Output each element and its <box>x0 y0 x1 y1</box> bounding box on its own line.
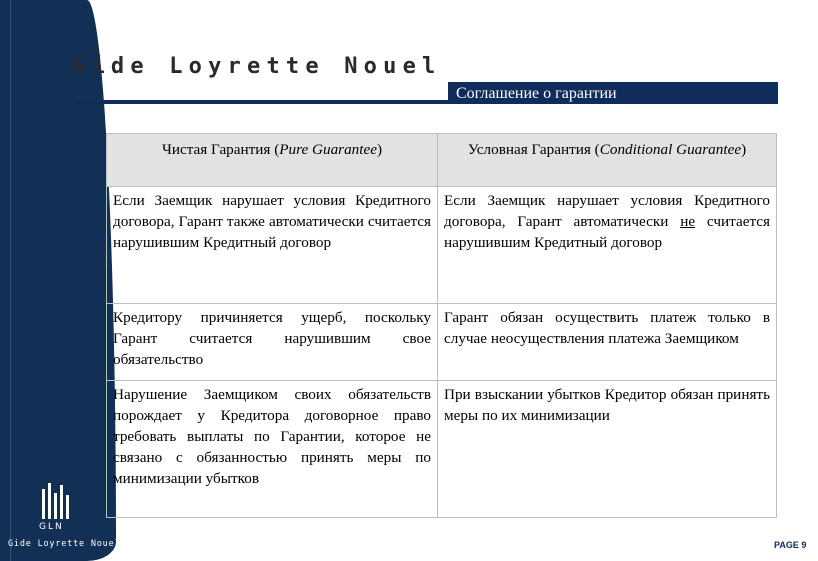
logo-full-text: Gide Loyrette Nouel <box>8 539 121 549</box>
left-band <box>0 0 121 561</box>
brand-name: Gide Loyrette Nouel <box>72 54 442 79</box>
table-cell: Гарант обязан осуществить платеж только в случае неосуществления платежа Заемщиком <box>438 304 777 381</box>
column-header-pure: Чистая Гарантия (Pure Guarantee) <box>107 134 438 187</box>
table-cell: При взыскании убытков Кредитор обязан принять меры по их минимизации <box>438 381 777 518</box>
guarantee-comparison-table <box>106 133 777 518</box>
logo-short-text: GLN <box>39 522 64 532</box>
page-number: PAGE 9 <box>774 540 807 550</box>
table-row <box>107 187 777 304</box>
gln-logo-icon <box>28 481 82 521</box>
column-header-conditional: Условная Гарантия (Conditional Guarantee) <box>438 134 777 187</box>
page-title: Соглашение о гарантии <box>448 82 778 104</box>
table-row <box>107 304 777 381</box>
table-cell: Кредитору причиняется ущерб, поскольку Гарант считается нарушившим свое обязательство <box>107 304 438 381</box>
table-row <box>107 381 777 518</box>
table-cell: Если Заемщик нарушает условия Кредитного договора, Гарант также автоматически считается нарушившим Кредитный договор <box>107 187 438 304</box>
table-cell: Если Заемщик нарушает условия Кредитного договора, Гарант автоматически не считается нарушившим Кредитный договор <box>438 187 777 304</box>
table-cell: Нарушение Заемщиком своих обязательств порождает у Кредитора договорное право требовать выплаты по Гарантии, которое не связано с обязанностью принять меры по минимизации убытков <box>107 381 438 518</box>
table-header-row <box>107 134 777 187</box>
band-divider <box>0 0 11 561</box>
